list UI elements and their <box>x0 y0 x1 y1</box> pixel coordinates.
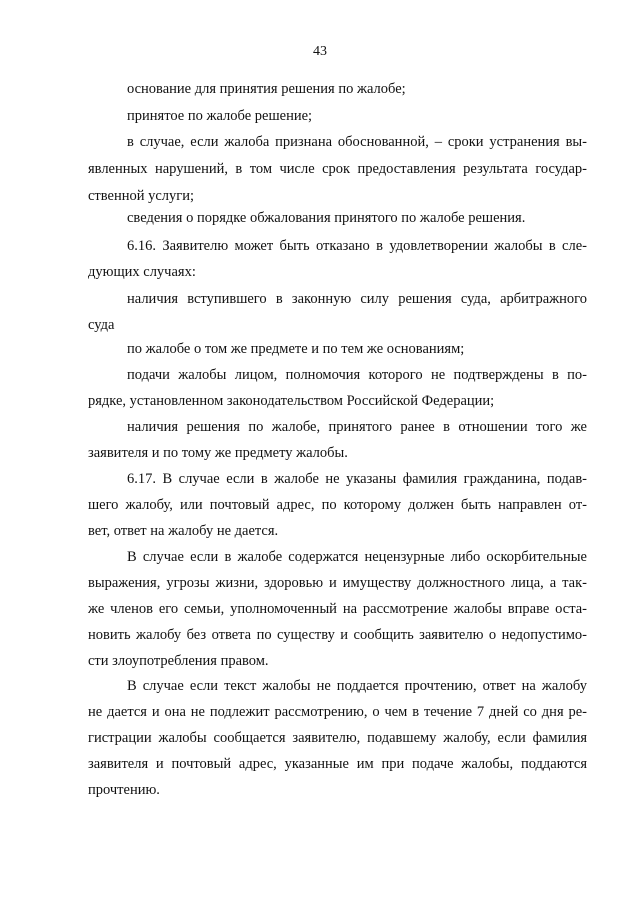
text-line: суда <box>88 317 115 333</box>
text-line: В случае если в жалобе содержатся нецензурные либо оскорбительные <box>127 549 587 565</box>
text-line: сведения о порядке обжалования принятого по жалобе решения. <box>127 210 526 226</box>
text-line: явленных нарушений, в том числе срок предоставления результата государ- <box>88 161 587 177</box>
text-line: шего жалобу, или почтовый адрес, по которому должен быть направлен от- <box>88 497 587 513</box>
text-line: заявителя и почтовый адрес, указанные им при подаче жалобы, поддаются <box>88 756 587 772</box>
text-line: выражения, угрозы жизни, здоровью и имуществу должностного лица, а так- <box>88 575 587 591</box>
text-line: 6.17. В случае если в жалобе не указаны фамилия гражданина, подав- <box>127 471 587 487</box>
text-line: основание для принятия решения по жалобе; <box>127 81 406 97</box>
text-line: подачи жалобы лицом, полномочия которого не подтверждены в по- <box>127 367 587 383</box>
text-line: сти злоупотребления правом. <box>88 653 269 669</box>
text-line: в случае, если жалоба признана обоснованной, – сроки устранения вы- <box>127 134 587 150</box>
page-number: 43 <box>313 44 327 59</box>
text-line: гистрации жалобы сообщается заявителю, подавшему жалобу, если фамилия <box>88 730 587 746</box>
text-line: новить жалобу без ответа по существу и сообщить заявителю о недопустимо- <box>88 627 587 643</box>
text-line: не дается и она не подлежит рассмотрению, о чем в течение 7 дней со дня ре- <box>88 704 587 720</box>
text-line: ственной услуги; <box>88 188 195 204</box>
text-line: 6.16. Заявителю может быть отказано в удовлетворении жалобы в сле- <box>127 238 587 254</box>
text-line: В случае если текст жалобы не поддается прочтению, ответ на жалобу <box>127 678 587 694</box>
text-line: заявителя и по тому же предмету жалобы. <box>88 445 348 461</box>
text-line: по жалобе о том же предмете и по тем же основаниям; <box>127 341 465 357</box>
text-line: прочтению. <box>88 782 160 798</box>
text-line: наличия решения по жалобе, принятого ранее в отношении того же <box>127 419 587 435</box>
text-line: дующих случаях: <box>88 264 196 280</box>
text-line: принятое по жалобе решение; <box>127 108 313 124</box>
text-line: же членов его семьи, уполномоченный на рассмотрение жалобы вправе оста- <box>88 601 587 617</box>
text-line: рядке, установленном законодательством Российской Федерации; <box>88 393 495 409</box>
text-line: наличия вступившего в законную силу решения суда, арбитражного <box>127 291 587 307</box>
text-line: вет, ответ на жалобу не дается. <box>88 523 279 539</box>
